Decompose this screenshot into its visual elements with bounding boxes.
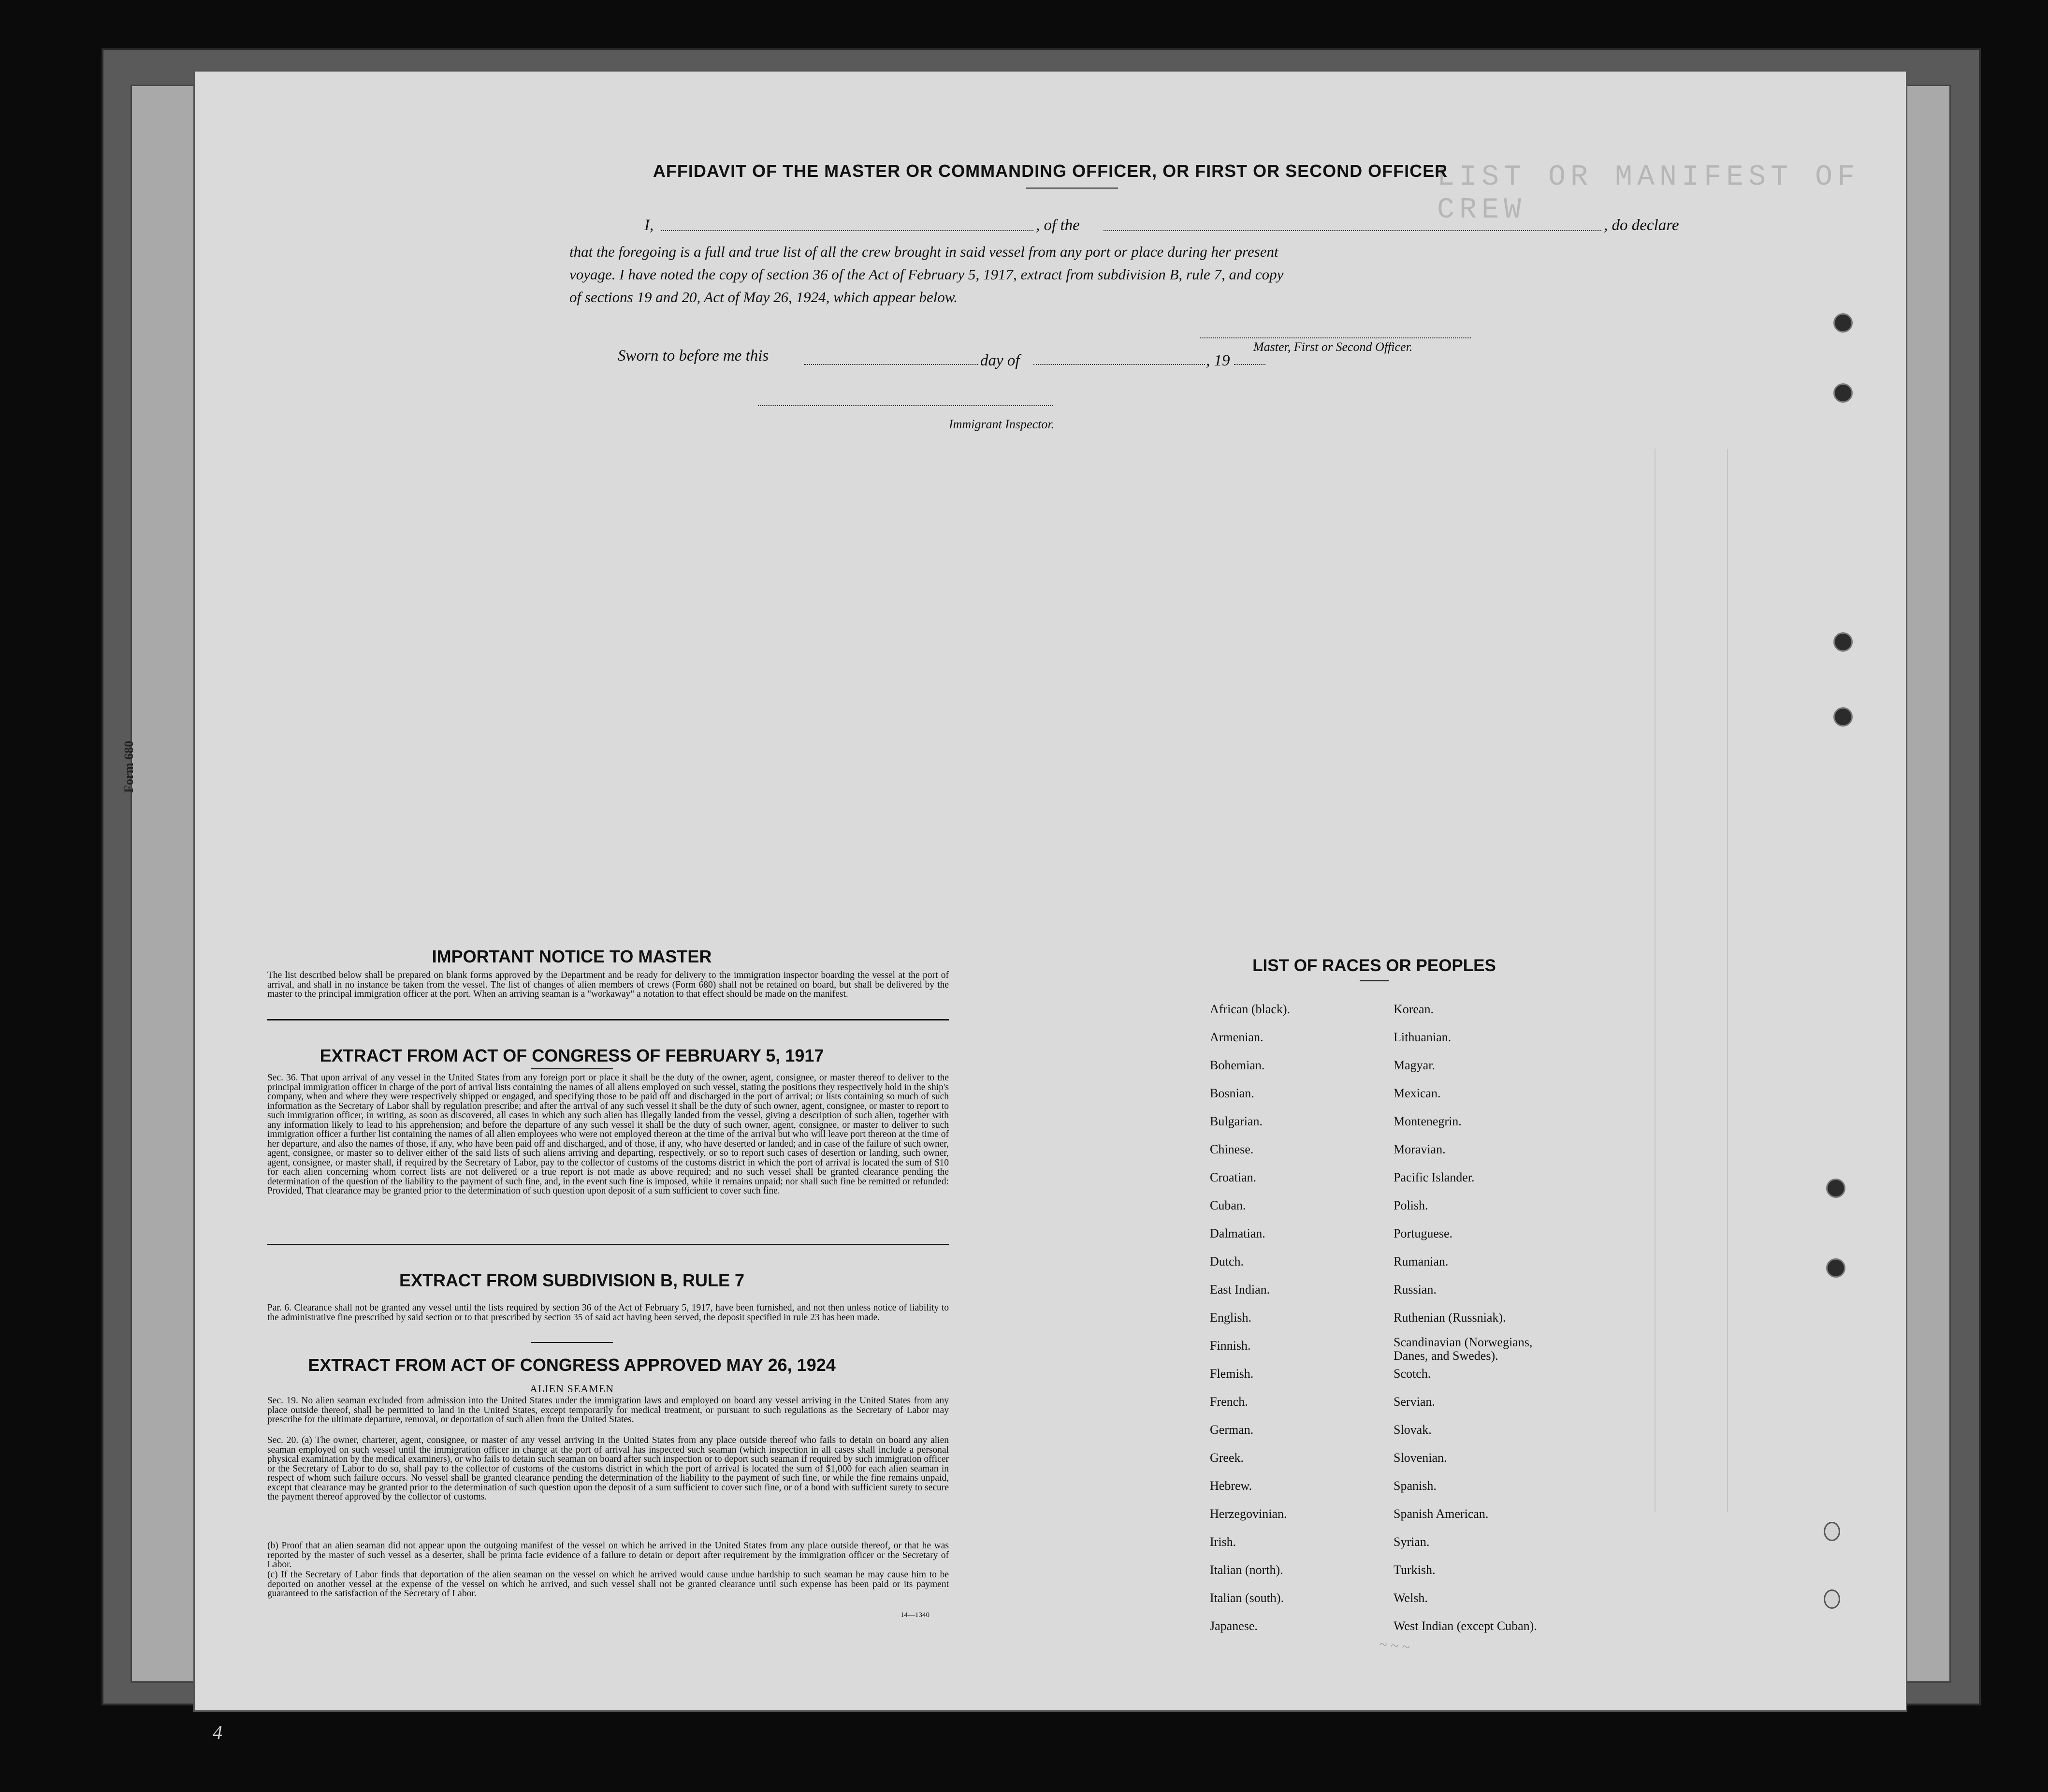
race-right-11: Russian. <box>1394 1282 1437 1297</box>
race-left-16: German. <box>1210 1423 1254 1437</box>
race-right-13: Scandinavian (Norwegians, Danes, and Swedes). <box>1394 1335 1533 1363</box>
race-right-22: Welsh. <box>1394 1591 1428 1605</box>
race-right-20: Syrian. <box>1394 1535 1430 1549</box>
race-left-5: Bulgarian. <box>1210 1114 1263 1128</box>
race-left-22: Italian (south). <box>1210 1591 1284 1605</box>
name-blank <box>661 230 1033 231</box>
document-page <box>193 70 1907 1712</box>
race-right-21: Turkish. <box>1394 1563 1436 1577</box>
affidavit-of-the: , of the <box>1036 217 1080 234</box>
race-left-12: English. <box>1210 1311 1251 1325</box>
race-right-12: Ruthenian (Russniak). <box>1394 1311 1506 1325</box>
extract-1924-sec19: Sec. 19. No alien seaman excluded from admission into the United States under the immigration laws and employed on board any vessel arriving in the United States from any place outside thereof, shall be permitted to land in the United States, except temporarily for medical treatment, or pursuant to such regulations as the Secretary of Labor may prescribe for the ultimate departure, removal, or deportation of such alien from the United States. <box>267 1396 949 1425</box>
rule7-title: EXTRACT FROM SUBDIVISION B, RULE 7 <box>399 1270 745 1290</box>
day-blank <box>804 364 978 365</box>
faded-stamp: ~ ~ ~ <box>1378 1636 1411 1656</box>
race-left-4: Bosnian. <box>1210 1086 1254 1100</box>
extract-1924-title: EXTRACT FROM ACT OF CONGRESS APPROVED MAY 26, 1924 <box>308 1355 836 1375</box>
race-right-17: Slovenian. <box>1394 1451 1447 1465</box>
master-signature-label: Master, First or Second Officer. <box>1253 340 1413 354</box>
race-left-8: Cuban. <box>1210 1198 1246 1212</box>
extract-1917-body: Sec. 36. That upon arrival of any vessel in the United States from any foreign port or place it shall be the duty of the owner, agent, consignee, or master thereof to deliver to the principal immigration officer in charge of the port of arrival lists containing the names of all aliens employed on such vessel, stating the positions they respectively hold in the ship's company, when and where they were respectively shipped or engaged, and specifying those to be paid off and discharged in the port of arrival; or lists containing so much of such information as the Secretary of Labor shall by regulation prescribe; and after the arrival of any such vessel it shall be the duty of such owner, agent, consignee, or master to report to such immigration officer, in writing, as soon as discovered, all cases in which any such alien has illegally landed from the vessel, giving a description of such alien, together with any information likely to lead to his apprehension; and before the departure of any such vessel it shall be the duty of such owner, agent, consignee, or master to deliver to such immigration officer a further list containing the names of all alien employees who were not employed thereon at the time of the arrival but who will leave port thereon at the time of her departure, and also the names of those, if any, who have been paid off and discharged, and of those, if any, who have deserted or landed; and in case of the failure of such owner, agent, consignee, or master so to deliver either of the said lists of such aliens arriving and departing, respectively, or so to report such cases of desertion or landing, such owner, agent, consignee, or master shall, if required by the Secretary of Labor, pay to the collector of customs of the customs district in which the port of arrival is located the sum of $10 for each alien concerning whom correct lists are not delivered or a true report is not made as above required; and no such vessel shall be granted clearance pending the determination of the question of the liability to the payment of such fine, and, in the event such fine is imposed, while it remains unpaid; nor shall such fine be remitted or refunded: Provided, That clearance may be granted prior to the determination of such question upon deposit of a sum sufficient to cover such fine. <box>267 1073 949 1196</box>
race-left-1: African (black). <box>1210 1002 1291 1016</box>
race-left-15: French. <box>1210 1395 1248 1409</box>
extract-1917-title: EXTRACT FROM ACT OF CONGRESS OF FEBRUARY 5, 1917 <box>320 1046 824 1065</box>
race-right-3: Magyar. <box>1394 1058 1435 1072</box>
race-right-8: Polish. <box>1394 1198 1428 1212</box>
affidavit-line-3: of sections 19 and 20, Act of May 26, 1924, which appear below. <box>569 289 958 306</box>
punch-hole <box>1833 707 1853 727</box>
form-number-label: Form 680 <box>122 741 136 793</box>
race-right-5: Montenegrin. <box>1394 1114 1462 1128</box>
print-code: 14—1340 <box>901 1611 930 1619</box>
race-left-19: Herzegovinian. <box>1210 1507 1287 1521</box>
race-left-13: Finnish. <box>1210 1339 1251 1353</box>
race-right-23: West Indian (except Cuban). <box>1394 1619 1537 1633</box>
extract-1924-sec20a: Sec. 20. (a) The owner, charterer, agent, consignee, or master of any vessel arriving in the United States from any place outside thereof who fails to detain on board any alien seaman employed on such vessel until the immigration officer in charge at the port of arrival has inspected such seaman (which inspection in all cases shall include a personal physical examination by the medical examiners), or who fails to detain such seaman on board after such inspection or to deport such seaman if required by such immigration officer or the Secretary of Labor to do so, shall pay to the collector of customs of the customs district in which the port of arrival is located the sum of $1,000 for each alien seaman in respect of whom such failure occurs. No vessel shall be granted clearance pending the determination of the liability to the payment of such fine, or while the fine remains unpaid, except that clearance may be granted prior to the determination of such question upon the deposit of a sum sufficient to cover such fine, or of a bond with sufficient surety to secure the payment thereof approved by the collector of customs. <box>267 1435 949 1502</box>
notice-body: The list described below shall be prepared on blank forms approved by the Department and be ready for delivery to the immigration inspector boarding the vessel at the port of arrival, and shall in no instance be taken from the vessel. The list of changes of alien members of crews (Form 680) shall not be retained on board, but shall be delivered by the master to the principal immigration officer at the port. When an arriving seaman is a "workaway" a notation to that effect should be made on the manifest. <box>267 970 949 999</box>
bleed-through-grid <box>1655 449 1897 1512</box>
race-right-2: Lithuanian. <box>1394 1030 1452 1044</box>
race-right-1: Korean. <box>1394 1002 1434 1016</box>
notice-title: IMPORTANT NOTICE TO MASTER <box>432 947 712 966</box>
master-signature-blank <box>1200 337 1471 338</box>
affidavit-line-1: that the foregoing is a full and true list of all the crew brought in said vessel from any port or place during her present <box>569 243 1278 260</box>
race-left-9: Dalmatian. <box>1210 1226 1265 1240</box>
race-right-14: Scotch. <box>1394 1367 1431 1381</box>
binder-ring <box>1824 1522 1840 1541</box>
race-left-11: East Indian. <box>1210 1282 1270 1297</box>
day-of-label: day of <box>980 352 1020 369</box>
extract-1924-sec20c: (c) If the Secretary of Labor finds that deportation of the alien seaman on the vessel on which he arrived would cause undue hardship to such seaman he may cause him to be deported on another vessel at the expense of the vessel on which he arrived, and such vessel shall not be granted clearance until such expense has been paid or its payment guaranteed to the satisfaction of the Secretary of Labor. <box>267 1570 949 1599</box>
race-left-18: Hebrew. <box>1210 1479 1252 1493</box>
race-left-23: Japanese. <box>1210 1619 1258 1633</box>
race-right-16: Slovak. <box>1394 1423 1432 1437</box>
race-right-4: Mexican. <box>1394 1086 1441 1100</box>
affidavit-line-2: voyage. I have noted the copy of section 36 of the Act of February 5, 1917, extract from subdivision B, rule 7, and copy <box>569 266 1284 283</box>
race-left-6: Chinese. <box>1210 1142 1254 1156</box>
punch-hole <box>1826 1179 1845 1198</box>
year-label: , 19 <box>1206 352 1230 369</box>
race-left-20: Irish. <box>1210 1535 1236 1549</box>
year-blank <box>1234 364 1265 365</box>
extract-1924-sec20b: (b) Proof that an alien seaman did not appear upon the outgoing manifest of the vessel on which he arrived in the United States from any place outside thereof, or that he was reported by the master of such vessel as a deserter, shall be prima facie evidence of a failure to detain or deport after requirement by the immigration officer or the Secretary of Labor. <box>267 1541 949 1570</box>
punch-hole <box>1833 383 1853 403</box>
race-left-3: Bohemian. <box>1210 1058 1265 1072</box>
punch-hole <box>1833 313 1853 333</box>
race-right-6: Moravian. <box>1394 1142 1446 1156</box>
bleed-through-text: LIST OR MANIFEST OF CREW <box>1437 161 1860 227</box>
affidavit-do-declare: , do declare <box>1604 217 1679 234</box>
extract-1924-subtitle: ALIEN SEAMEN <box>530 1383 614 1395</box>
month-blank <box>1033 364 1205 365</box>
vessel-blank <box>1104 230 1601 231</box>
rule7-body: Par. 6. Clearance shall not be granted any vessel until the lists required by section 36 of the Act of February 5, 1917, have been furnished, and not then unless notice of liability to the administrative fine prescribed by said section or to that prescribed by section 35 of said act having been served, the deposit specified in rule 23 has been made. <box>267 1303 949 1323</box>
handwritten-mark: 4 <box>213 1721 222 1743</box>
binder-ring <box>1824 1589 1840 1609</box>
race-right-19: Spanish American. <box>1394 1507 1489 1521</box>
punch-hole <box>1833 632 1853 652</box>
races-title: LIST OF RACES OR PEOPLES <box>1252 956 1496 975</box>
race-left-21: Italian (north). <box>1210 1563 1283 1577</box>
race-right-15: Servian. <box>1394 1395 1435 1409</box>
race-right-7: Pacific Islander. <box>1394 1170 1475 1184</box>
race-right-9: Portuguese. <box>1394 1226 1453 1240</box>
race-left-10: Dutch. <box>1210 1254 1244 1268</box>
inspector-signature-label: Immigrant Inspector. <box>949 417 1055 431</box>
race-right-10: Rumanian. <box>1394 1254 1449 1268</box>
race-left-2: Armenian. <box>1210 1030 1264 1044</box>
sworn-label: Sworn to before me this <box>618 347 769 364</box>
race-left-14: Flemish. <box>1210 1367 1254 1381</box>
race-left-7: Croatian. <box>1210 1170 1257 1184</box>
punch-hole <box>1826 1258 1845 1278</box>
affidavit-i-label: I, <box>644 217 654 234</box>
affidavit-title: AFFIDAVIT OF THE MASTER OR COMMANDING OFFICER, OR FIRST OR SECOND OFFICER <box>653 161 1448 181</box>
race-left-17: Greek. <box>1210 1451 1244 1465</box>
race-right-18: Spanish. <box>1394 1479 1437 1493</box>
inspector-signature-blank <box>758 405 1053 406</box>
